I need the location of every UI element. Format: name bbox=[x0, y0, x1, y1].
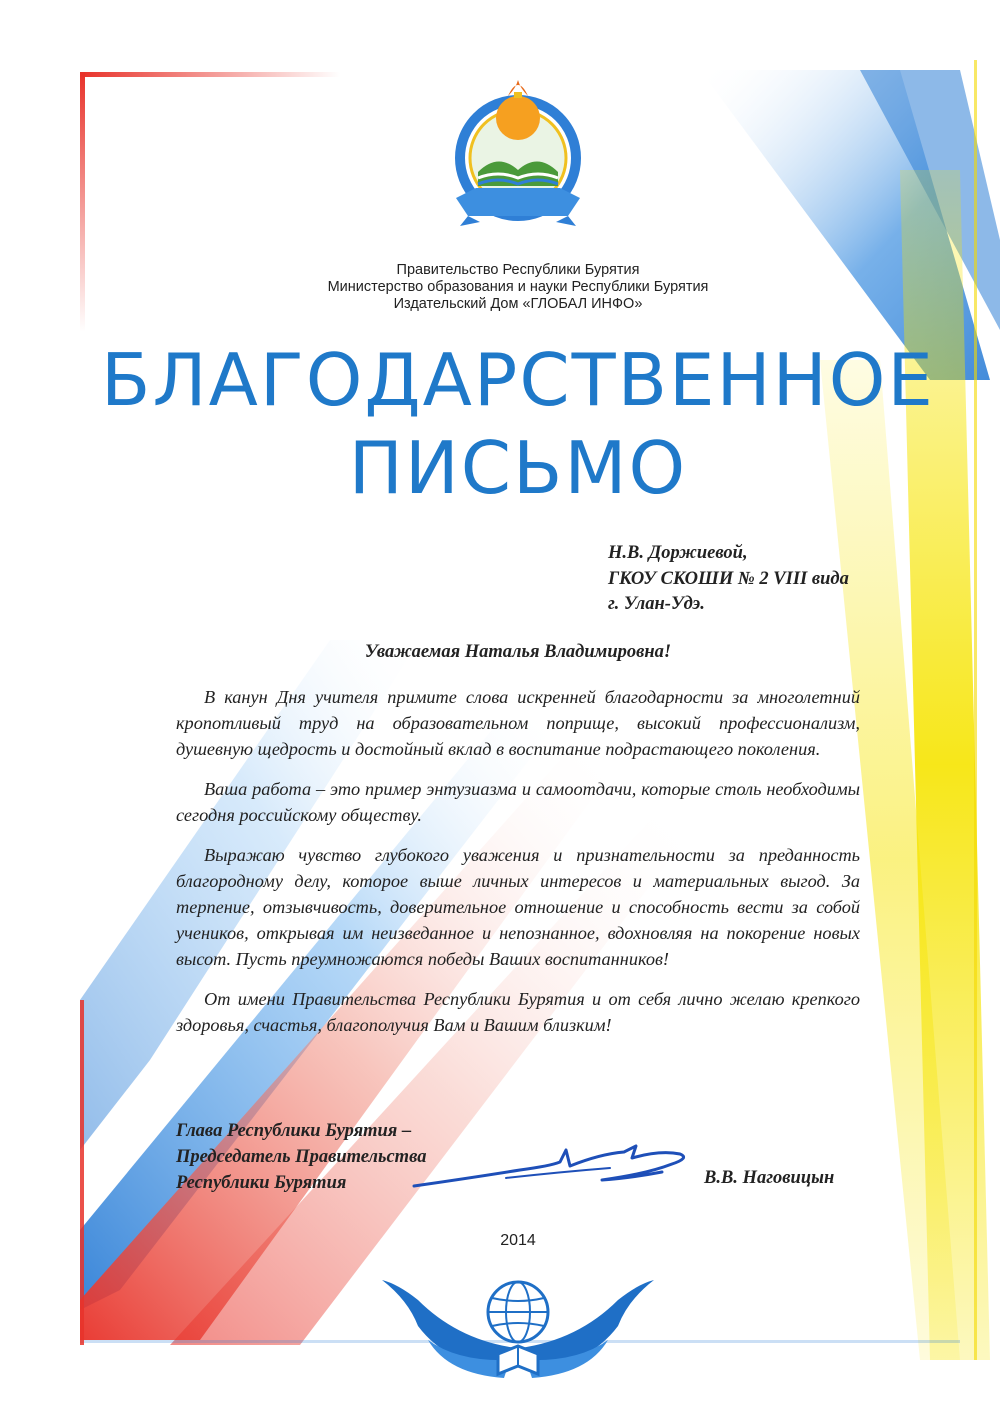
organization-ministry: Министерство образования и науки Республики Бурятия bbox=[327, 279, 709, 295]
organization-government: Правительство Республики Бурятия bbox=[396, 262, 640, 278]
signer-name: В.В. Наговицын bbox=[704, 1168, 835, 1188]
body-paragraph: От имени Правительства Республики Бурятия и от себя лично желаю крепкого здоровья, счастья, благополучия Вам и Вашим близким! bbox=[176, 989, 860, 1035]
signer-position-line: Республики Бурятия bbox=[176, 1173, 347, 1193]
body-paragraph: В канун Дня учителя примите слова искренней благодарности за многолетний кропотливый труд на образовательном поприще, высокий профессионализм, душевную щедрость и достойный вклад в воспитание подрастающего поколения. bbox=[176, 687, 860, 759]
signer-position-line: Председатель Правительства bbox=[176, 1147, 427, 1167]
handwritten-signature bbox=[410, 1132, 700, 1196]
recipient-city: г. Улан-Удэ. bbox=[608, 594, 705, 614]
greeting: Уважаемая Наталья Владимировна! bbox=[364, 642, 672, 662]
title-line-2: ПИСЬМО bbox=[348, 426, 688, 510]
organization-publisher: Издательский Дом «ГЛОБАЛ ИНФО» bbox=[393, 296, 643, 312]
document-year: 2014 bbox=[500, 1232, 536, 1249]
signer-position-line: Глава Республики Бурятия – bbox=[176, 1121, 412, 1141]
issuing-organizations bbox=[0, 262, 1000, 313]
buryatia-coat-of-arms-icon bbox=[448, 66, 588, 236]
recipient-name: Н.В. Доржиевой, bbox=[608, 543, 748, 563]
document-title bbox=[0, 338, 1000, 510]
signer-position bbox=[176, 1118, 426, 1196]
recipient-school: ГКОУ СКОШИ № 2 VIII вида bbox=[608, 568, 849, 589]
letter-body bbox=[176, 684, 860, 1052]
globe-with-wings-logo-icon bbox=[378, 1270, 658, 1402]
body-paragraph: Ваша работа – это пример энтузиазма и самоотдачи, которые столь необходимы сегодня российскому обществу. bbox=[176, 779, 860, 825]
title-line-1: БЛАГОДАРСТВЕННОЕ bbox=[101, 338, 935, 422]
recipient-block bbox=[608, 541, 849, 618]
body-paragraph: Выражаю чувство глубокого уважения и признательности за преданность благородному делу, которое выше личных интересов и материальных выгод. За терпение, отзывчивость, доверительное отношение и способность вести за собой учеников, открывая им неизведанное и непознанное, вдохновляя на покорение новых высот. Пусть преумножаются победы Ваших воспитанников! bbox=[176, 845, 860, 969]
